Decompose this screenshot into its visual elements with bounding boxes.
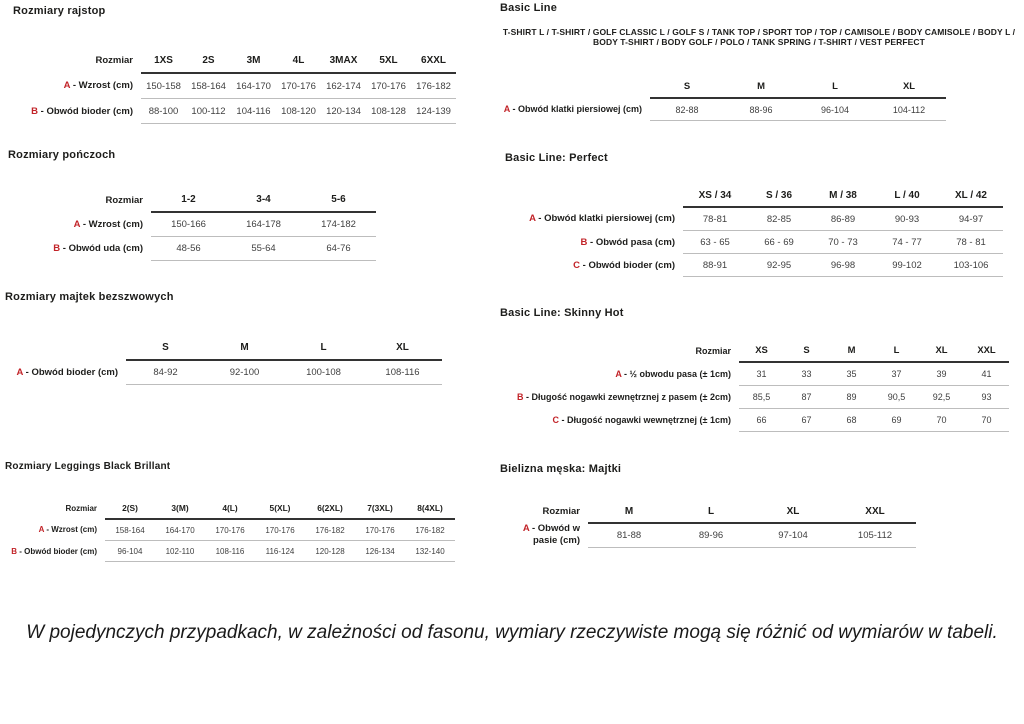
- cell-value: 64-76: [301, 237, 376, 261]
- row-label: A - Obwód w pasie (cm): [522, 523, 580, 547]
- column-header: M: [205, 336, 284, 360]
- cell-value: 66 - 69: [747, 231, 811, 254]
- table-corner-label: [470, 184, 683, 207]
- row-letter: A: [16, 366, 23, 378]
- cell-value: 164-178: [226, 212, 301, 237]
- table-rozmiary-majtek-bezszwowych: [0, 336, 442, 385]
- footnote: W pojedynczych przypadkach, w zależności od fasonu, wymiary rzeczywiste mogą się różnić od wymiarów w tabeli.: [26, 622, 998, 643]
- table-basic-line-perfect: [470, 184, 1003, 277]
- column-header: 3(M): [155, 498, 205, 519]
- table-row: [0, 360, 442, 385]
- title-rozmiary-rajstop: Rozmiary rajstop: [13, 5, 106, 17]
- column-header: 4L: [276, 48, 321, 73]
- cell-value: 170-176: [255, 519, 305, 541]
- row-label: C - Obwód bioder (cm): [573, 259, 675, 271]
- cell-value: 100-108: [284, 360, 363, 385]
- header-row: [470, 76, 946, 98]
- column-header: 1-2: [151, 188, 226, 212]
- cell-value: 170-176: [205, 519, 255, 541]
- row-label: A - Wzrost (cm): [63, 80, 133, 92]
- row-label: B - Długość nogawki zewnętrznej z pasem (± 2cm): [517, 392, 731, 402]
- cell-value: 33: [784, 362, 829, 386]
- cell-value: 124-139: [411, 99, 456, 124]
- cell-value: 164-170: [155, 519, 205, 541]
- column-header: XXL: [834, 501, 916, 523]
- column-header: L: [874, 339, 919, 362]
- column-header: XXL: [964, 339, 1009, 362]
- column-header: 8(4XL): [405, 498, 455, 519]
- column-header: L / 40: [875, 184, 939, 207]
- row-letter: A: [38, 525, 45, 535]
- row-label: A - Wzrost (cm): [73, 218, 143, 230]
- table-row: [0, 99, 456, 124]
- basic-line-products-list: T-SHIRT L / T-SHIRT / GOLF CLASSIC L / GOLF S / TANK TOP / SPORT TOP / TOP / CAMISOLE / BODY CAMISOLE / BODY L / BODY T-SHIRT / BODY GOLF / POLO / TANK SPRING / T-SHIRT / VEST PERFECT: [502, 27, 1016, 47]
- cell-value: 92-95: [747, 254, 811, 277]
- column-header: L: [284, 336, 363, 360]
- column-header: 3-4: [226, 188, 301, 212]
- cell-value: 162-174: [321, 73, 366, 99]
- header-row: [0, 188, 376, 212]
- column-header: XL: [752, 501, 834, 523]
- cell-value: 88-91: [683, 254, 747, 277]
- cell-value: 108-128: [366, 99, 411, 124]
- column-header: 2S: [186, 48, 231, 73]
- table-row: [470, 98, 946, 121]
- cell-value: 92-100: [205, 360, 284, 385]
- cell-value: 89-96: [670, 523, 752, 548]
- table-row: [0, 237, 376, 261]
- column-header: 7(3XL): [355, 498, 405, 519]
- header-row: [0, 498, 455, 519]
- cell-value: 85,5: [739, 386, 784, 409]
- table-row: [498, 523, 916, 548]
- column-header: M: [724, 76, 798, 98]
- header-row: [0, 48, 456, 73]
- table-row: [470, 207, 1003, 231]
- cell-value: 82-85: [747, 207, 811, 231]
- cell-value: 69: [874, 409, 919, 432]
- row-label: A - Obwód bioder (cm): [16, 366, 118, 378]
- table-corner-label: Rozmiar: [95, 55, 133, 66]
- table-corner-label: Rozmiar: [65, 504, 97, 513]
- column-header: 3MAX: [321, 48, 366, 73]
- table-basic-line-skinny-hot: [455, 339, 1009, 432]
- cell-value: 97-104: [752, 523, 834, 548]
- row-label: B - Obwód uda (cm): [53, 243, 143, 254]
- cell-value: 86-89: [811, 207, 875, 231]
- cell-value: 81-88: [588, 523, 670, 548]
- cell-value: 102-110: [155, 541, 205, 562]
- title-basic-line: Basic Line: [500, 2, 558, 14]
- cell-value: 116-124: [255, 541, 305, 562]
- column-header: S / 36: [747, 184, 811, 207]
- row-letter: A: [63, 80, 71, 92]
- column-header: S: [784, 339, 829, 362]
- cell-value: 39: [919, 362, 964, 386]
- cell-value: 100-112: [186, 99, 231, 124]
- cell-value: 78-81: [683, 207, 747, 231]
- row-label: A - ½ obwodu pasa (± 1cm): [615, 368, 731, 379]
- table-rozmiary-rajstop: [0, 48, 456, 124]
- column-header: XL: [919, 339, 964, 362]
- cell-value: 150-166: [151, 212, 226, 237]
- column-header: XS / 34: [683, 184, 747, 207]
- table-basic-line: [470, 76, 946, 121]
- row-letter: B: [580, 236, 588, 248]
- cell-value: 105-112: [834, 523, 916, 548]
- table-row: [0, 541, 455, 562]
- cell-value: 103-106: [939, 254, 1003, 277]
- cell-value: 88-100: [141, 99, 186, 124]
- cell-value: 93: [964, 386, 1009, 409]
- table-row: [0, 73, 456, 99]
- row-label: A - Wzrost (cm): [38, 525, 97, 535]
- cell-value: 48-56: [151, 237, 226, 261]
- column-header: S: [126, 336, 205, 360]
- title-basic-line-perfect: Basic Line: Perfect: [505, 152, 608, 164]
- cell-value: 104-116: [231, 99, 276, 124]
- row-label: B - Obwód bioder (cm): [31, 105, 133, 117]
- table-row: [470, 254, 1003, 277]
- header-row: [470, 184, 1003, 207]
- column-header: 5(XL): [255, 498, 305, 519]
- cell-value: 82-88: [650, 98, 724, 121]
- table-corner-label: Rozmiar: [105, 194, 143, 206]
- table-row: [455, 386, 1009, 409]
- table-row: [455, 409, 1009, 432]
- cell-value: 99-102: [875, 254, 939, 277]
- cell-value: 63 - 65: [683, 231, 747, 254]
- cell-value: 90-93: [875, 207, 939, 231]
- row-letter: A: [522, 523, 530, 534]
- column-header: XL / 42: [939, 184, 1003, 207]
- cell-value: 108-116: [205, 541, 255, 562]
- cell-value: 150-158: [141, 73, 186, 99]
- row-letter: C: [552, 415, 560, 425]
- row-letter: A: [503, 104, 510, 115]
- row-letter: B: [517, 392, 524, 402]
- row-label: A - Obwód klatki piersiowej (cm): [503, 104, 642, 115]
- header-row: [498, 501, 916, 523]
- cell-value: 96-98: [811, 254, 875, 277]
- cell-value: 74 - 77: [875, 231, 939, 254]
- column-header: 6XXL: [411, 48, 456, 73]
- cell-value: 70: [919, 409, 964, 432]
- row-label: A - Obwód klatki piersiowej (cm): [529, 213, 675, 225]
- cell-value: 158-164: [186, 73, 231, 99]
- column-header: XS: [739, 339, 784, 362]
- row-label: C - Długość nogawki wewnętrznej (± 1cm): [552, 415, 731, 425]
- table-corner-label: Rozmiar: [542, 505, 580, 517]
- cell-value: 108-116: [363, 360, 442, 385]
- cell-value: 78 - 81: [939, 231, 1003, 254]
- table-row: [470, 231, 1003, 254]
- cell-value: 55-64: [226, 237, 301, 261]
- column-header: 5XL: [366, 48, 411, 73]
- cell-value: 158-164: [105, 519, 155, 541]
- column-header: L: [670, 501, 752, 523]
- cell-value: 37: [874, 362, 919, 386]
- column-header: XL: [872, 76, 946, 98]
- cell-value: 88-96: [724, 98, 798, 121]
- column-header: M: [588, 501, 670, 523]
- title-basic-line-skinny-hot: Basic Line: Skinny Hot: [500, 307, 624, 319]
- table-row: [455, 362, 1009, 386]
- title-bielizna-meska-majtki: Bielizna męska: Majtki: [500, 463, 622, 475]
- cell-value: 176-182: [411, 73, 456, 99]
- column-header: 3M: [231, 48, 276, 73]
- column-header: L: [798, 76, 872, 98]
- cell-value: 164-170: [231, 73, 276, 99]
- cell-value: 66: [739, 409, 784, 432]
- cell-value: 68: [829, 409, 874, 432]
- cell-value: 108-120: [276, 99, 321, 124]
- column-header: 1XS: [141, 48, 186, 73]
- title-rozmiary-ponczoch: Rozmiary pończoch: [8, 149, 116, 161]
- cell-value: 70 - 73: [811, 231, 875, 254]
- cell-value: 132-140: [405, 541, 455, 562]
- column-header: M: [829, 339, 874, 362]
- cell-value: 92,5: [919, 386, 964, 409]
- column-header: M / 38: [811, 184, 875, 207]
- cell-value: 170-176: [276, 73, 321, 99]
- table-row: [0, 212, 376, 237]
- header-row: [455, 339, 1009, 362]
- row-letter: A: [529, 213, 536, 225]
- table-corner-label: [470, 76, 650, 98]
- cell-value: 176-182: [305, 519, 355, 541]
- column-header: 6(2XL): [305, 498, 355, 519]
- cell-value: 35: [829, 362, 874, 386]
- header-row: [0, 336, 442, 360]
- column-header: 4(L): [205, 498, 255, 519]
- cell-value: 104-112: [872, 98, 946, 121]
- cell-value: 89: [829, 386, 874, 409]
- title-rozmiary-leggings-black-brillant: Rozmiary Leggings Black Brillant: [5, 461, 171, 472]
- row-letter: B: [53, 243, 61, 254]
- cell-value: 120-134: [321, 99, 366, 124]
- cell-value: 70: [964, 409, 1009, 432]
- cell-value: 96-104: [798, 98, 872, 121]
- row-label: B - Obwód bioder (cm): [11, 546, 97, 556]
- cell-value: 41: [964, 362, 1009, 386]
- cell-value: 67: [784, 409, 829, 432]
- cell-value: 31: [739, 362, 784, 386]
- table-bielizna-meska-majtki: [498, 501, 916, 548]
- column-header: XL: [363, 336, 442, 360]
- table-corner-label: [0, 336, 126, 360]
- cell-value: 94-97: [939, 207, 1003, 231]
- row-letter: A: [73, 218, 81, 230]
- table-corner-label: Rozmiar: [695, 345, 731, 356]
- cell-value: 90,5: [874, 386, 919, 409]
- row-label: B - Obwód pasa (cm): [580, 236, 675, 248]
- title-rozmiary-majtek-bezszwowych: Rozmiary majtek bezszwowych: [5, 291, 174, 303]
- cell-value: 170-176: [366, 73, 411, 99]
- column-header: 2(S): [105, 498, 155, 519]
- cell-value: 87: [784, 386, 829, 409]
- cell-value: 84-92: [126, 360, 205, 385]
- cell-value: 174-182: [301, 212, 376, 237]
- column-header: S: [650, 76, 724, 98]
- cell-value: 120-128: [305, 541, 355, 562]
- row-letter: B: [31, 105, 38, 117]
- cell-value: 176-182: [405, 519, 455, 541]
- cell-value: 170-176: [355, 519, 405, 541]
- table-row: [0, 519, 455, 541]
- row-letter: B: [11, 546, 17, 556]
- cell-value: 96-104: [105, 541, 155, 562]
- row-letter: A: [615, 368, 622, 379]
- row-letter: C: [573, 259, 580, 271]
- column-header: 5-6: [301, 188, 376, 212]
- table-rozmiary-ponczoch: [0, 188, 376, 261]
- cell-value: 126-134: [355, 541, 405, 562]
- table-rozmiary-leggings-black-brillant: [0, 498, 455, 562]
